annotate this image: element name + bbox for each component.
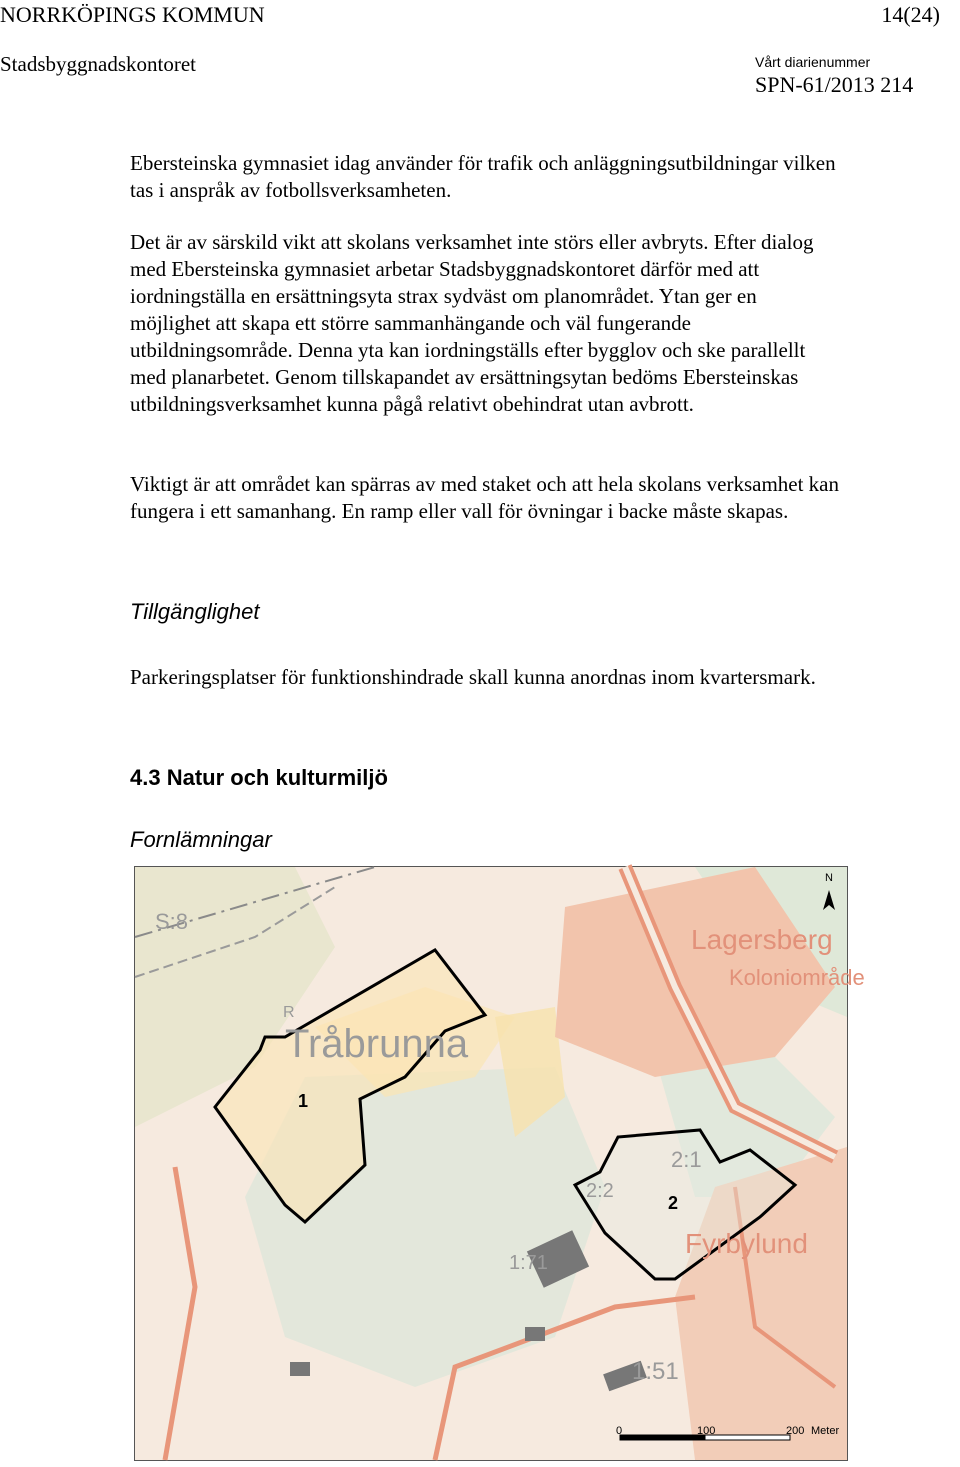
map-label-fyrbylund: Fyrbylund [685,1228,808,1259]
diarie-label: Vårt diarienummer [755,54,871,70]
paragraph-fencing: Viktigt är att området kan spärras av med staket och att hela skolans verksamhet kan fungera i ett samanhang. En ramp eller vall för övningar i backe måste skapas. [130,472,840,523]
map-label-north: N [825,872,833,884]
subheading-ancient-remains: Fornlämningar [130,827,272,852]
scale-bar-segment [620,1435,705,1440]
page-number: 14(24) [881,2,940,27]
office-name: Stadsbyggnadskontoret [0,52,196,76]
map-label-s8: S:8 [155,909,189,934]
map-label-area-1: 1 [298,1091,309,1111]
map-label-r: R [283,1004,295,1021]
site-map [134,866,865,1461]
map-label-lagersberg: Lagersberg [691,924,833,955]
diarie-number: SPN-61/2013 214 [755,72,914,97]
section-heading-nature-culture: 4.3 Natur och kulturmiljö [130,765,388,790]
paragraph-replacement-area: Det är av särskild vikt att skolans verksamhet inte störs eller avbryts. Efter dialog med Ebersteinska gymnasiet arbetar Stadsbyggnadskontoret därför med att iordningställa en ersättningsyta strax sydväst om planområdet. Ytan ger en möjlighet att skapa ett större sammanhängande och väl fungerande utbildningsområde. Denna yta kan iordningställs efter bygglov och ske parallellt med planarbetet. Genom tillskapandet av ersättningsytan bedöms Ebersteinskas utbildningsverksamhet kunna pågå relativt obehindrat utan avbrott. [130,230,814,416]
scale-label-200: 200 [786,1425,805,1437]
scale-label-0: 0 [616,1425,623,1437]
building [525,1327,545,1341]
scale-label-100: 100 [697,1425,716,1437]
municipality-name: NORRKÖPINGS KOMMUN [0,2,265,27]
map-label-koloniomrade: Koloniområde [729,965,865,990]
map-label-1-71: 1:71 [509,1252,548,1274]
scale-bar-segment [705,1435,790,1440]
scale-label-meter: Meter [811,1425,840,1437]
map-label-1-51: 1:51 [632,1358,679,1385]
map-label-2-1: 2:1 [671,1147,702,1172]
building [290,1362,310,1376]
paragraph-traffic-training: Ebersteinska gymnasiet idag använder för trafik och anläggningsutbildningar vilken tas i anspråk av fotbollsverksamheten. [130,151,836,202]
paragraph-parking: Parkeringsplatser för funktionshindrade skall kunna anordnas inom kvartersmark. [130,665,816,689]
map-label-area-2: 2 [668,1193,679,1213]
map-label-trabrunna: Tråbrunna [285,1022,469,1066]
subheading-accessibility: Tillgänglighet [130,599,260,624]
map-label-2-2: 2:2 [586,1180,614,1202]
